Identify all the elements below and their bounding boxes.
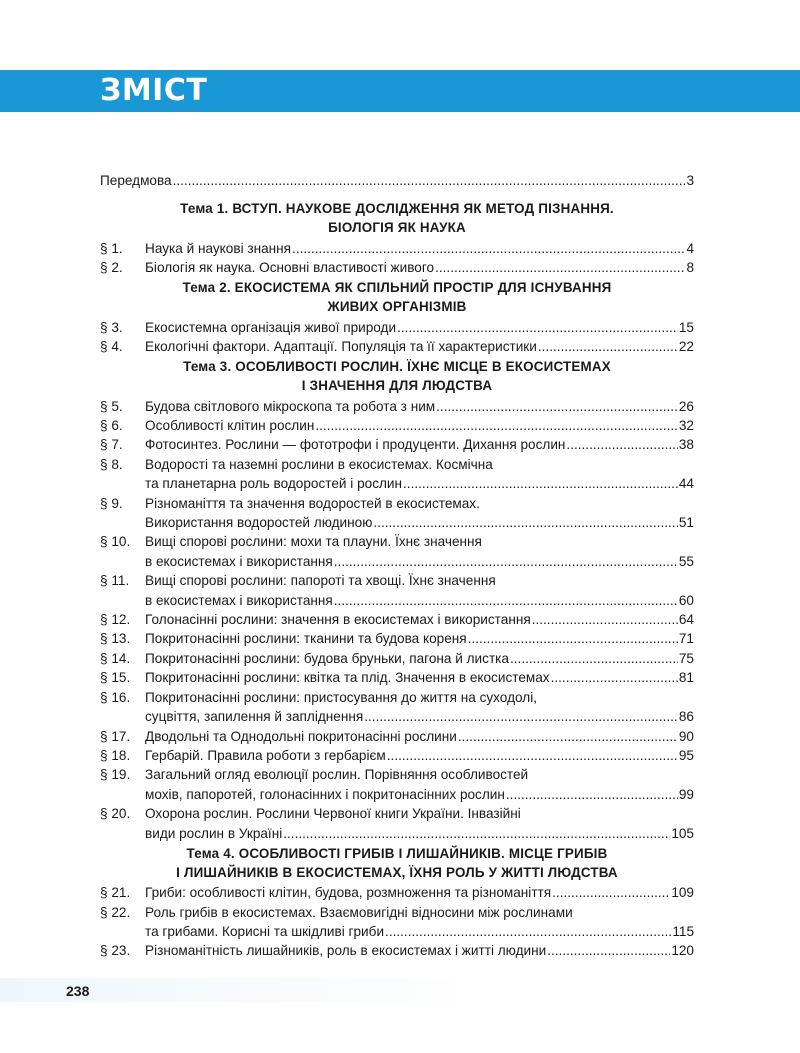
tema-heading-line: І ЗНАЧЕННЯ ДЛЯ ЛЮДСТВА <box>301 378 493 393</box>
toc-entry-row[interactable] <box>100 474 694 493</box>
toc-entry-title: Різноманітність лишайників, роль в екосистемах і житті людини <box>145 943 547 959</box>
toc-entry-title: Загальний огляд еволюції рослин. Порівняння особливостей <box>145 767 529 783</box>
toc-entry-title: Покритонасінні рослини: квітка та плід. Значення в екосистемах <box>145 670 550 686</box>
toc-page-number: 81 <box>678 670 694 686</box>
toc-leader-dots <box>532 610 678 629</box>
toc-page-number: 15 <box>678 319 694 335</box>
toc-entry-row-cont[interactable] <box>100 903 694 922</box>
toc-entry-title: Особливості клітин рослин <box>145 418 315 433</box>
toc-entry-number: § 4. <box>100 339 123 354</box>
toc-entry-title: та грибами. Корисні та шкідливі гриби <box>145 923 385 939</box>
toc-leader-dots <box>547 941 670 960</box>
toc-leader-dots <box>468 629 678 648</box>
toc-leader-dots <box>566 435 677 454</box>
toc-entry-title: Різноманіття та значення водоростей в екосистемах. <box>145 495 480 511</box>
toc-page-number: 115 <box>672 923 694 939</box>
toc-entry-title: Гербарій. Правила роботи з гербарієм <box>145 747 386 763</box>
toc-page-number: 38 <box>678 437 694 453</box>
toc-entry-title: Охорона рослин. Рослини Червоної книги України. Інвазійні <box>145 806 521 822</box>
toc-entry-row[interactable] <box>100 922 694 941</box>
toc-page-number: 22 <box>678 339 694 354</box>
toc-entry-number: § 6. <box>100 418 123 433</box>
toc-entry-number: § 1. <box>100 240 123 256</box>
tema-heading-line: Тема 2. ЕКОСИСТЕМА ЯК СПІЛЬНИЙ ПРОСТІР ДЛЯ ІСНУВАННЯ <box>182 280 612 296</box>
toc-entry-row[interactable] <box>100 668 694 687</box>
toc-page-number: 120 <box>671 943 694 959</box>
toc-entry-number: § 10. <box>100 534 131 550</box>
tema-heading-line: БІОЛОГІЯ ЯК НАУКА <box>328 220 466 235</box>
toc-entry-number: § 11. <box>100 573 130 589</box>
page-number: 238 <box>66 983 90 999</box>
toc-preface-label: Передмова <box>100 173 172 188</box>
toc-entry-number: § 19. <box>100 767 131 783</box>
toc-entry-title: Фотосинтез. Рослини — фототрофи і продуценти. Дихання рослин <box>145 437 566 453</box>
toc-leader-dots <box>173 171 686 190</box>
toc-entry-number: § 3. <box>100 319 123 335</box>
toc-entry-row-cont[interactable] <box>100 804 694 823</box>
toc-entry-row-cont[interactable] <box>100 688 694 707</box>
toc-entry-number: § 18. <box>100 747 131 763</box>
toc-entry-title: Дводольні та Однодольні покритонасінні рослини <box>145 728 457 744</box>
toc-entry-row[interactable] <box>100 513 694 532</box>
tema-heading-line: ЖИВИХ ОРГАНІЗМІВ <box>327 299 467 314</box>
toc-entry-row[interactable] <box>100 610 694 629</box>
toc-page-number: 55 <box>678 553 694 569</box>
toc-entry-row[interactable] <box>100 337 694 356</box>
toc-entry-title: мохів, папоротей, голонасінних і покритонасінних рослин <box>145 786 505 802</box>
toc-entry-row-cont[interactable] <box>100 532 694 551</box>
toc-page-number: 8 <box>686 260 694 275</box>
toc-entry-row[interactable] <box>100 746 694 765</box>
toc-leader-dots <box>292 239 685 258</box>
toc-entry-title: Покритонасінні рослини: пристосування до життя на суходолі, <box>145 689 537 705</box>
toc-entry-row[interactable] <box>100 397 694 416</box>
toc-entry-title: Екосистемна організація живої природи <box>145 319 397 335</box>
toc-leader-dots <box>552 883 670 902</box>
toc-leader-dots <box>334 552 678 571</box>
toc-entry-number: § 5. <box>100 398 123 414</box>
toc-entry-title: види рослин в Україні <box>145 825 283 841</box>
toc-page-number: 26 <box>678 398 694 414</box>
tema-heading <box>100 200 694 237</box>
toc-entry-number: § 8. <box>100 456 123 472</box>
toc-entry-row[interactable] <box>100 941 694 960</box>
toc-entry-number: § 2. <box>100 260 123 275</box>
toc-entry-row-cont[interactable] <box>100 494 694 513</box>
toc-entry-row[interactable] <box>100 416 694 435</box>
toc-entry-row[interactable] <box>100 883 694 902</box>
toc-entry-row-cont[interactable] <box>100 765 694 784</box>
toc-leader-dots <box>551 668 678 687</box>
toc-page-number: 95 <box>678 747 694 763</box>
toc-leader-dots <box>403 474 678 493</box>
toc-entry-title: Водорості та наземні рослини в екосистемах. Космічна <box>145 456 493 472</box>
toc-entry-row[interactable] <box>100 785 694 804</box>
toc-leader-dots <box>283 824 670 843</box>
tema-heading <box>100 279 694 316</box>
toc-entry-title: в екосистемах і використання <box>145 592 333 608</box>
toc-leader-dots <box>506 785 678 804</box>
toc-entry-number: § 12. <box>100 612 131 628</box>
toc-entry-title: Будова світлового мікроскопа та робота з ним <box>145 398 436 414</box>
toc-page-number: 60 <box>678 592 694 608</box>
toc-entry-title: Покритонасінні рослини: будова бруньки, пагона й листка <box>145 650 509 666</box>
toc-page-number: 99 <box>678 786 694 802</box>
toc-page-number: 32 <box>678 418 694 433</box>
page-title: ЗМІСТ <box>100 73 208 108</box>
toc-entry-row-cont[interactable] <box>100 455 694 474</box>
toc-entry-title: Вищі спорові рослини: папороті та хвощі. Їхнє значення <box>145 573 496 589</box>
toc-leader-dots <box>538 337 678 356</box>
footer-band <box>0 978 800 1002</box>
toc-entry-number: § 21. <box>100 885 131 901</box>
toc-entry-title: Біологія як наука. Основні властивості живого <box>145 260 435 275</box>
toc-entry-number: § 9. <box>100 495 123 511</box>
table-of-contents <box>100 171 694 961</box>
toc-entry-number: § 23. <box>100 943 131 959</box>
toc-entry-row[interactable] <box>100 258 694 277</box>
tema-heading <box>100 358 694 395</box>
toc-entry-number: § 20. <box>100 806 131 822</box>
toc-page-number: 4 <box>686 240 694 256</box>
toc-preface-row[interactable] <box>100 171 694 190</box>
toc-entry-title: Роль грибів в екосистемах. Взаємовигідні відносини між рослинами <box>145 904 573 920</box>
toc-entry-title: Екологічні фактори. Адаптації. Популяція та її характеристики <box>145 339 537 354</box>
toc-entry-title: Використання водоростей людиною <box>145 515 373 531</box>
tema-heading-line: Тема 4. ОСОБЛИВОСТІ ГРИБІВ І ЛИШАЙНИКІВ. МІСЦЕ ГРИБІВ <box>186 845 608 861</box>
toc-entry-number: § 16. <box>100 689 131 705</box>
toc-leader-dots <box>458 727 678 746</box>
toc-leader-dots <box>397 318 678 337</box>
tema-heading-line: І ЛИШАЙНИКІВ В ЕКОСИСТЕМАХ, ЇХНЯ РОЛЬ У ЖИТТІ ЛЮДСТВА <box>176 864 618 880</box>
toc-page-number: 51 <box>678 515 694 531</box>
toc-entry-number: § 14. <box>100 650 131 666</box>
toc-page-number: 105 <box>671 825 694 841</box>
toc-leader-dots <box>385 922 671 941</box>
toc-leader-dots <box>373 513 677 532</box>
tema-heading-line: Тема 3. ОСОБЛИВОСТІ РОСЛИН. ЇХНЄ МІСЦЕ В ЕКОСИСТЕМАХ <box>183 359 611 375</box>
toc-entry-row[interactable] <box>100 629 694 648</box>
toc-entry-row[interactable] <box>100 435 694 454</box>
toc-entry-title: в екосистемах і використання <box>145 553 333 569</box>
toc-page-number: 75 <box>678 650 694 666</box>
toc-entry-number: § 22. <box>100 904 131 920</box>
toc-entry-row[interactable] <box>100 649 694 668</box>
toc-entry-row[interactable] <box>100 239 694 258</box>
toc-leader-dots <box>315 416 678 435</box>
toc-entry-row[interactable] <box>100 727 694 746</box>
toc-entry-number: § 15. <box>100 670 131 686</box>
toc-entry-title: Покритонасінні рослини: тканини та будова кореня <box>145 631 467 647</box>
header-band <box>0 70 800 112</box>
toc-entry-number: § 13. <box>100 631 131 647</box>
toc-entry-number: § 17. <box>100 728 131 744</box>
toc-page-number: 44 <box>678 476 694 492</box>
toc-entry-row[interactable] <box>100 552 694 571</box>
toc-entry-row-cont[interactable] <box>100 571 694 590</box>
toc-entry-title: Голонасінні рослини: значення в екосистемах і використання <box>145 612 531 628</box>
toc-entry-title: Гриби: особливості клітин, будова, розмноження та різноманіття <box>145 885 552 901</box>
toc-page-number: 71 <box>678 631 694 647</box>
toc-entry-title: та планетарна роль водоростей і рослин <box>145 476 403 492</box>
toc-page-number: 86 <box>678 709 694 725</box>
toc-leader-dots <box>364 707 678 726</box>
toc-leader-dots <box>387 746 678 765</box>
toc-page-number: 109 <box>671 885 694 901</box>
toc-leader-dots <box>334 591 678 610</box>
toc-entry-row[interactable] <box>100 591 694 610</box>
toc-page-number: 90 <box>678 728 694 744</box>
toc-page-number: 64 <box>678 612 694 628</box>
toc-entry-row[interactable] <box>100 707 694 726</box>
toc-entry-number: § 7. <box>100 437 123 453</box>
toc-entry-title: Наука й наукові знання <box>145 240 292 256</box>
toc-entry-title: суцвіття, запилення й запліднення <box>145 709 364 725</box>
tema-heading-line: Тема 1. ВСТУП. НАУКОВЕ ДОСЛІДЖЕННЯ ЯК МЕТОД ПІЗНАННЯ. <box>180 201 614 217</box>
tema-heading <box>100 845 694 882</box>
toc-entry-row[interactable] <box>100 824 694 843</box>
toc-leader-dots <box>435 258 685 277</box>
toc-entry-row[interactable] <box>100 318 694 337</box>
toc-entry-title: Вищі спорові рослини: мохи та плауни. Їхнє значення <box>145 534 482 550</box>
toc-leader-dots <box>436 397 678 416</box>
toc-page-number: 3 <box>686 173 694 188</box>
toc-leader-dots <box>510 649 678 668</box>
